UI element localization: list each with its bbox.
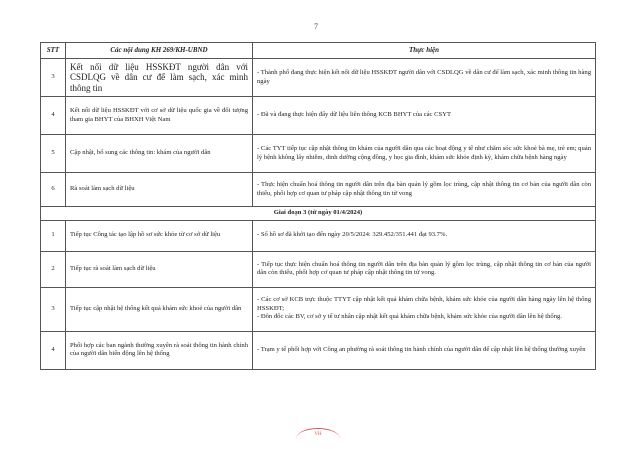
row-stt: 3 bbox=[41, 287, 66, 331]
row-content: Phối hợp các ban ngành thường xuyên rà soát thông tin hành chính của người dân biến động lên hệ thống bbox=[66, 331, 253, 369]
row-implementation: - Tiếp tục thực hiện chuẩn hoá thông tin người dân trên địa bàn quản lý gồm lọc trùng, cập nhật thông tin cơ bản của người dân còn thiếu, phối hợp cơ quan tư pháp cập nhật thông tin tử vong. bbox=[253, 251, 596, 287]
row-content: Tiếp tục cập nhật hệ thống kết quả khám sức khoẻ của người dân bbox=[66, 287, 253, 331]
header-stt: STT bbox=[41, 43, 66, 59]
plan-implementation-table bbox=[40, 42, 596, 370]
row-implementation: - Đã và đang thực hiện đẩy dữ liệu liên thông KCB BHYT của các CSYT bbox=[253, 97, 596, 135]
row-content: Cập nhật, bổ sung các thông tin: khám của người dân bbox=[66, 135, 253, 173]
table-row bbox=[41, 59, 596, 97]
row-stt: 4 bbox=[41, 97, 66, 135]
implementation-line: - Các cơ sở KCB trực thuộc TTYT cập nhật kết quả khám chữa bệnh, khám sức khỏe của người dân hàng ngày lên hệ thống HSSKĐT; bbox=[257, 296, 591, 312]
table-row bbox=[41, 287, 596, 331]
row-stt: 4 bbox=[41, 331, 66, 369]
table-row bbox=[41, 173, 596, 207]
row-content: Kết nối dữ liệu HSSKĐT người dân với CSDLQG về dân cư để làm sạch, xác minh thông tin bbox=[66, 59, 253, 97]
row-stt: 5 bbox=[41, 135, 66, 173]
table-row bbox=[41, 220, 596, 251]
row-stt: 2 bbox=[41, 251, 66, 287]
row-implementation: - Thực hiện chuẩn hoá thông tin người dân trên địa bàn quản lý gồm lọc trùng, cập nhật thông tin cơ bản của người dân còn thiếu, phối hợp cơ quan tư pháp cập nhật thông tin tử vong bbox=[253, 173, 596, 207]
red-stamp-fragment bbox=[296, 428, 340, 449]
row-stt: 6 bbox=[41, 173, 66, 207]
row-content: Tiếp tục rà soát làm sạch dữ liệu bbox=[66, 251, 253, 287]
row-implementation: - Số hồ sơ đã khởi tạo đến ngày 20/5/2024: 329.452/351.441 đạt 93.7%. bbox=[253, 220, 596, 251]
row-stt: 1 bbox=[41, 220, 66, 251]
row-implementation: - Trạm y tế phối hợp với Công an phường rà soát thông tin hành chính của người dân để cập nhật lên hệ thống thường xuyên bbox=[253, 331, 596, 369]
row-implementation bbox=[253, 287, 596, 331]
stamp-text: VH bbox=[314, 432, 322, 437]
row-implementation: - Các TYT tiếp tục cập nhật thông tin khám của người dân qua các hoạt động y tế như chăm sóc sức khoẻ bà mẹ, trẻ em; quản lý bệnh không lây nhiễm, dinh dưỡng cộng đồng, y học gia đình, khám sức khỏe định kỳ, khám chữa bệnh hàng ngày bbox=[253, 135, 596, 173]
phase-row bbox=[41, 207, 596, 221]
table-row bbox=[41, 97, 596, 135]
table-row bbox=[41, 331, 596, 369]
row-content: Tiếp tục Công tác tạo lập hồ sơ sức khỏe từ cơ sở dữ liệu bbox=[66, 220, 253, 251]
implementation-line: - Đôn đốc các BV, cơ sở y tế tư nhân cập nhật kết quả khám chữa bệnh, khám sức khỏe của người dân lên hệ thống. bbox=[257, 313, 562, 321]
table-header-row bbox=[41, 43, 596, 59]
header-content: Các nội dung KH 269/KH-UBND bbox=[66, 43, 253, 59]
page-number: 7 bbox=[314, 22, 318, 31]
table-row bbox=[41, 135, 596, 173]
header-implementation: Thực hiện bbox=[253, 43, 596, 59]
row-implementation: - Thành phố đang thực hiện kết nối dữ liệu HSSKĐT người dân với CSDLQG về dân cư để làm sạch, xác minh thông tin hàng ngày bbox=[253, 59, 596, 97]
table-row bbox=[41, 251, 596, 287]
row-content: Kết nối dữ liệu HSSKĐT với cơ sở dữ liệu quốc gia về đối tượng tham gia BHYT của BHXH Việt Nam bbox=[66, 97, 253, 135]
row-stt: 3 bbox=[41, 59, 66, 97]
phase-heading: Giai đoạn 3 (từ ngày 01/4/2024) bbox=[41, 207, 596, 221]
row-content: Rà soát làm sạch dữ liệu bbox=[66, 173, 253, 207]
